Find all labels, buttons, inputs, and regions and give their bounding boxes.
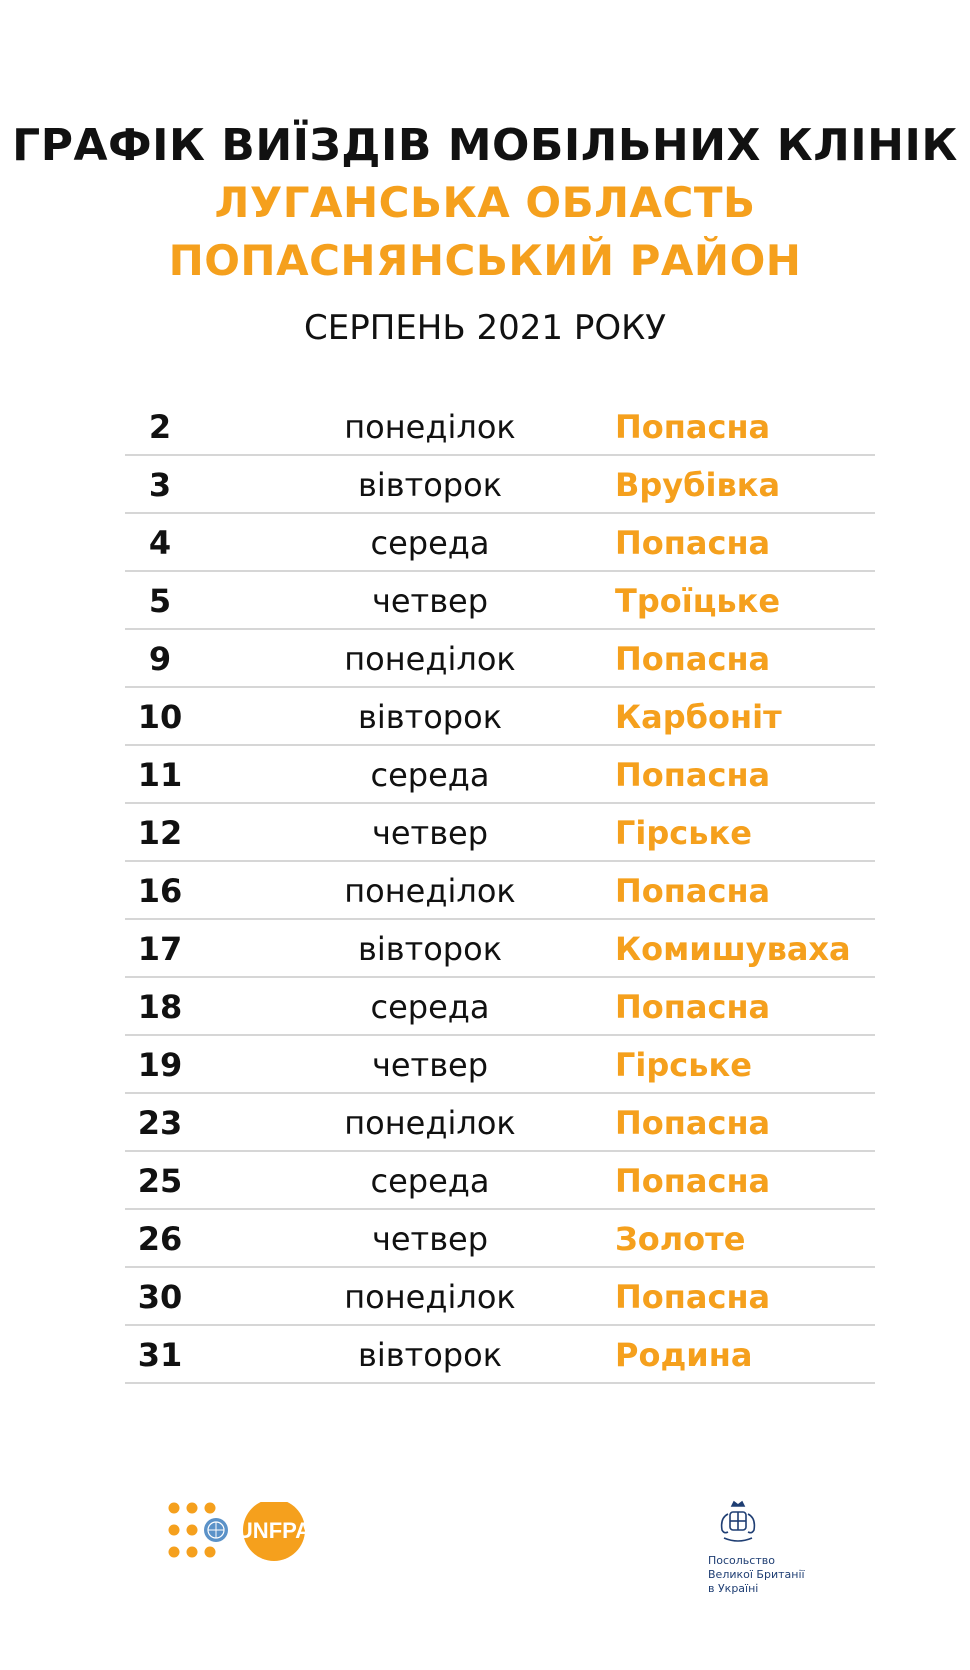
place-name: Золоте xyxy=(615,1220,746,1258)
schedule-row xyxy=(125,1326,875,1384)
embassy-line: Великої Британії xyxy=(708,1568,805,1581)
royal-coat-of-arms-icon xyxy=(714,1500,762,1546)
schedule-row xyxy=(125,688,875,746)
place-name: Попасна xyxy=(615,640,771,678)
embassy-name xyxy=(708,1554,828,1596)
place-name: Родина xyxy=(615,1336,753,1374)
day-number: 2 xyxy=(148,408,172,446)
schedule-row xyxy=(125,398,875,456)
day-number: 30 xyxy=(137,1278,183,1316)
unfpa-logo-text: UNFPA xyxy=(236,1518,312,1543)
weekday-label: вівторок xyxy=(357,1336,503,1374)
place-name: Врубівка xyxy=(615,466,781,504)
schedule-row xyxy=(125,1210,875,1268)
weekday-label: четвер xyxy=(371,1046,489,1084)
schedule-row xyxy=(125,630,875,688)
un-emblem-icon xyxy=(204,1518,228,1542)
schedule-row xyxy=(125,920,875,978)
place-name: Попасна xyxy=(615,524,771,562)
day-number: 25 xyxy=(137,1162,183,1200)
day-number: 16 xyxy=(137,872,183,910)
weekday-label: понеділок xyxy=(344,872,516,910)
weekday-label: середа xyxy=(370,988,490,1026)
day-number: 31 xyxy=(137,1336,183,1374)
place-name: Попасна xyxy=(615,988,771,1026)
title-block xyxy=(0,118,970,352)
day-number: 10 xyxy=(137,698,183,736)
day-number: 3 xyxy=(148,466,172,504)
weekday-label: середа xyxy=(370,756,490,794)
period-subtitle: СЕРПЕНЬ 2021 РОКУ xyxy=(304,308,666,348)
weekday-label: середа xyxy=(370,524,490,562)
schedule-row xyxy=(125,1268,875,1326)
place-name: Карбоніт xyxy=(615,698,782,736)
page-title: ГРАФІК ВИЇЗДІВ МОБІЛЬНИХ КЛІНІК xyxy=(12,120,958,171)
place-name: Попасна xyxy=(615,756,771,794)
weekday-label: середа xyxy=(370,1162,490,1200)
place-name: Попасна xyxy=(615,408,771,446)
day-number: 19 xyxy=(137,1046,183,1084)
day-number: 18 xyxy=(137,988,183,1026)
weekday-label: вівторок xyxy=(357,930,503,968)
schedule-row xyxy=(125,1094,875,1152)
uk-embassy-logo xyxy=(708,1500,828,1596)
schedule-row xyxy=(125,514,875,572)
unfpa-logo xyxy=(168,1502,318,1582)
day-number: 17 xyxy=(137,930,183,968)
day-number: 11 xyxy=(137,756,183,794)
place-name: Попасна xyxy=(615,1278,771,1316)
place-name: Комишуваха xyxy=(615,930,851,968)
unfpa-logo-icon xyxy=(168,1502,318,1582)
weekday-label: понеділок xyxy=(344,1278,516,1316)
weekday-label: вівторок xyxy=(357,698,503,736)
place-name: Гірське xyxy=(615,814,752,852)
schedule-table xyxy=(125,398,875,1384)
place-name: Попасна xyxy=(615,1104,771,1142)
schedule-row xyxy=(125,1152,875,1210)
day-number: 23 xyxy=(137,1104,183,1142)
day-number: 12 xyxy=(137,814,183,852)
schedule-row xyxy=(125,862,875,920)
day-number: 5 xyxy=(148,582,172,620)
weekday-label: четвер xyxy=(371,1220,489,1258)
schedule-row xyxy=(125,804,875,862)
weekday-label: четвер xyxy=(371,814,489,852)
embassy-line: Посольство xyxy=(708,1554,775,1567)
day-number: 9 xyxy=(148,640,172,678)
day-number: 4 xyxy=(148,524,172,562)
schedule-row xyxy=(125,572,875,630)
region-title: ЛУГАНСЬКА ОБЛАСТЬ xyxy=(214,178,756,227)
schedule-row xyxy=(125,1036,875,1094)
district-title: ПОПАСНЯНСЬКИЙ РАЙОН xyxy=(168,236,802,285)
day-number: 26 xyxy=(137,1220,183,1258)
schedule-row xyxy=(125,456,875,514)
weekday-label: четвер xyxy=(371,582,489,620)
weekday-label: понеділок xyxy=(344,640,516,678)
weekday-label: вівторок xyxy=(357,466,503,504)
weekday-label: понеділок xyxy=(344,1104,516,1142)
embassy-line: в Україні xyxy=(708,1582,759,1595)
place-name: Троїцьке xyxy=(615,582,781,620)
place-name: Гірське xyxy=(615,1046,752,1084)
weekday-label: понеділок xyxy=(344,408,516,446)
schedule-row xyxy=(125,746,875,804)
schedule-row xyxy=(125,978,875,1036)
place-name: Попасна xyxy=(615,1162,771,1200)
place-name: Попасна xyxy=(615,872,771,910)
